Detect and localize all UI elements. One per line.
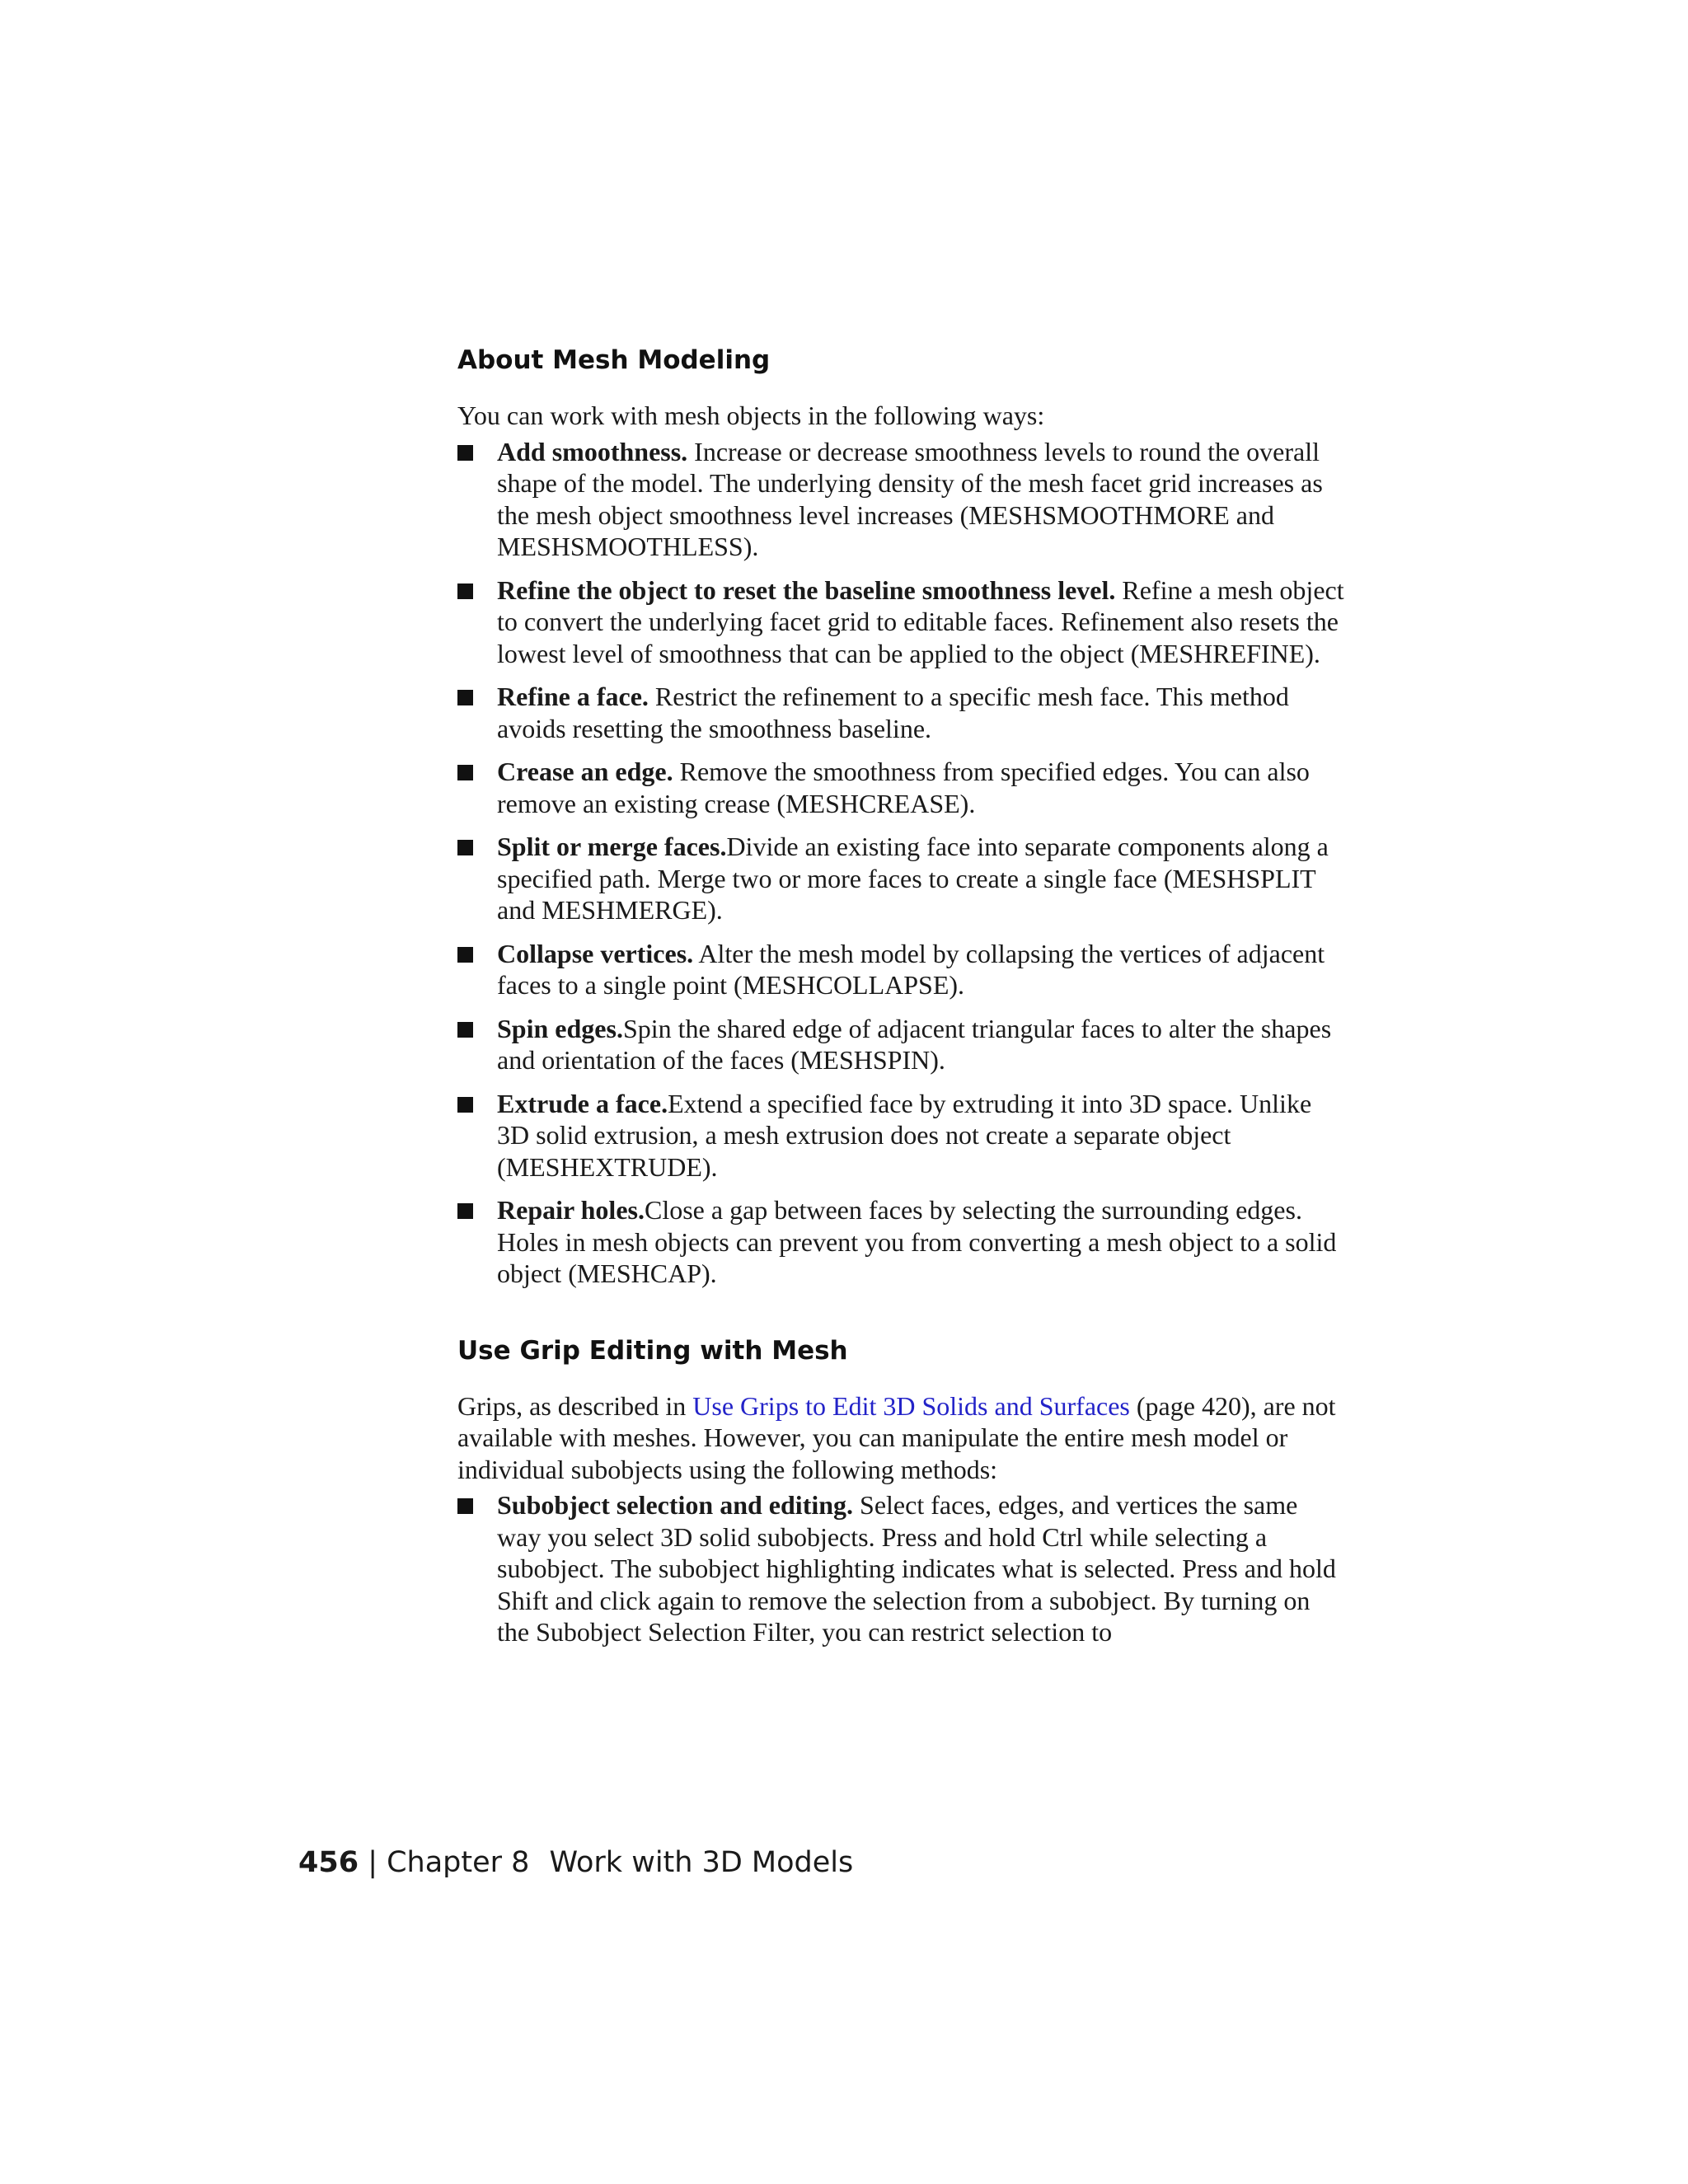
list-item: [457, 1489, 1348, 1648]
section-heading-grip-editing: Use Grip Editing with Mesh: [457, 1335, 848, 1366]
page-footer: [298, 1844, 853, 1881]
bullet-term: Spin edges.: [497, 1013, 623, 1043]
list-item: [457, 831, 1348, 926]
chapter-label: Chapter 8: [387, 1846, 530, 1879]
footer-separator: |: [359, 1846, 387, 1879]
bullet-term: Collapse vertices.: [497, 938, 694, 968]
square-bullet-icon: [457, 840, 473, 855]
bullet-text: Refine a mesh object to convert the underlying facet grid to editable faces. Refinement also resets the lowest level of smoothness that can be applied to the object (MESHREFINE).: [497, 574, 1344, 668]
bullet-term: Add smoothness.: [497, 436, 688, 466]
bullet-list-grip-methods: [457, 1489, 1348, 1648]
square-bullet-icon: [457, 1097, 473, 1113]
bullet-list-mesh-ways: [457, 436, 1348, 1290]
intro-text-before: Grips, as described in: [457, 1390, 693, 1421]
section-intro: You can work with mesh objects in the following ways:: [457, 401, 1045, 430]
bullet-term: Split or merge faces.: [497, 832, 727, 861]
list-item: [457, 436, 1348, 563]
square-bullet-icon: [457, 1498, 473, 1514]
list-item: [457, 574, 1348, 670]
bullet-term: Refine a face.: [497, 682, 649, 711]
bullet-text: Select faces, edges, and vertices the same way you select 3D solid subobjects. Press and hold Ctrl while selecting a subobject. The subobject highlighting indicates what is selected. Press and hold Shift and click again to remove the selection from a subobject. By turning on the Subobject Selection Filter, you can restrict selection to: [497, 1490, 1336, 1647]
section-intro: [457, 1390, 1348, 1486]
bullet-term: Crease an edge.: [497, 757, 673, 786]
chapter-title: Work with 3D Models: [549, 1846, 854, 1879]
bullet-text: Close a gap between faces by selecting the surrounding edges. Holes in mesh objects can prevent you from converting a mesh object to a solid object (MESHCAP).: [497, 1195, 1337, 1288]
square-bullet-icon: [457, 445, 473, 461]
intro-text-after: (page 420), are not available with meshes. However, you can manipulate the entire mesh model or individual subobjects using the following methods:: [457, 1390, 1336, 1484]
page-number: 456: [298, 1846, 359, 1879]
square-bullet-icon: [457, 690, 473, 705]
bullet-term: Refine the object to reset the baseline smoothness level.: [497, 574, 1116, 605]
bullet-text: Extend a specified face by extruding it into 3D space. Unlike 3D solid extrusion, a mesh extrusion does not create a separate object (MESHEXTRUDE).: [497, 1088, 1312, 1182]
page-content: [457, 342, 1348, 1648]
square-bullet-icon: [457, 1022, 473, 1038]
list-item: [457, 938, 1348, 1001]
list-item: [457, 681, 1348, 744]
bullet-text: Remove the smoothness from specified edges. You can also remove an existing crease (MESHCREASE).: [497, 757, 1310, 818]
square-bullet-icon: [457, 765, 473, 780]
bullet-text: Divide an existing face into separate components along a specified path. Merge two or more faces to create a single face (MESHSPLIT and MESHMERGE).: [497, 832, 1329, 925]
bullet-term: Subobject selection and editing.: [497, 1490, 854, 1520]
section-heading-about-mesh-modeling: About Mesh Modeling: [457, 345, 771, 375]
bullet-term: Repair holes.: [497, 1195, 645, 1225]
bullet-text: Restrict the refinement to a specific mesh face. This method avoids resetting the smoothness baseline.: [497, 682, 1289, 743]
list-item: [457, 756, 1348, 819]
bullet-term: Extrude a face.: [497, 1088, 668, 1118]
square-bullet-icon: [457, 947, 473, 963]
bullet-text: Alter the mesh model by collapsing the vertices of adjacent faces to a single point (MESHCOLLAPSE).: [497, 938, 1325, 1000]
bullet-text: Increase or decrease smoothness levels to round the overall shape of the model. The underlying density of the mesh facet grid increases as the mesh object smoothness level increases (MESHSMOOTHMORE and MESHSMOOTHLESS).: [497, 436, 1323, 561]
square-bullet-icon: [457, 1203, 473, 1219]
cross-reference-link[interactable]: Use Grips to Edit 3D Solids and Surfaces: [692, 1390, 1130, 1421]
list-item: [457, 1013, 1348, 1076]
square-bullet-icon: [457, 583, 473, 599]
bullet-text: Spin the shared edge of adjacent triangular faces to alter the shapes and orientation of the faces (MESHSPIN).: [497, 1013, 1332, 1075]
list-item: [457, 1088, 1348, 1183]
list-item: [457, 1194, 1348, 1290]
